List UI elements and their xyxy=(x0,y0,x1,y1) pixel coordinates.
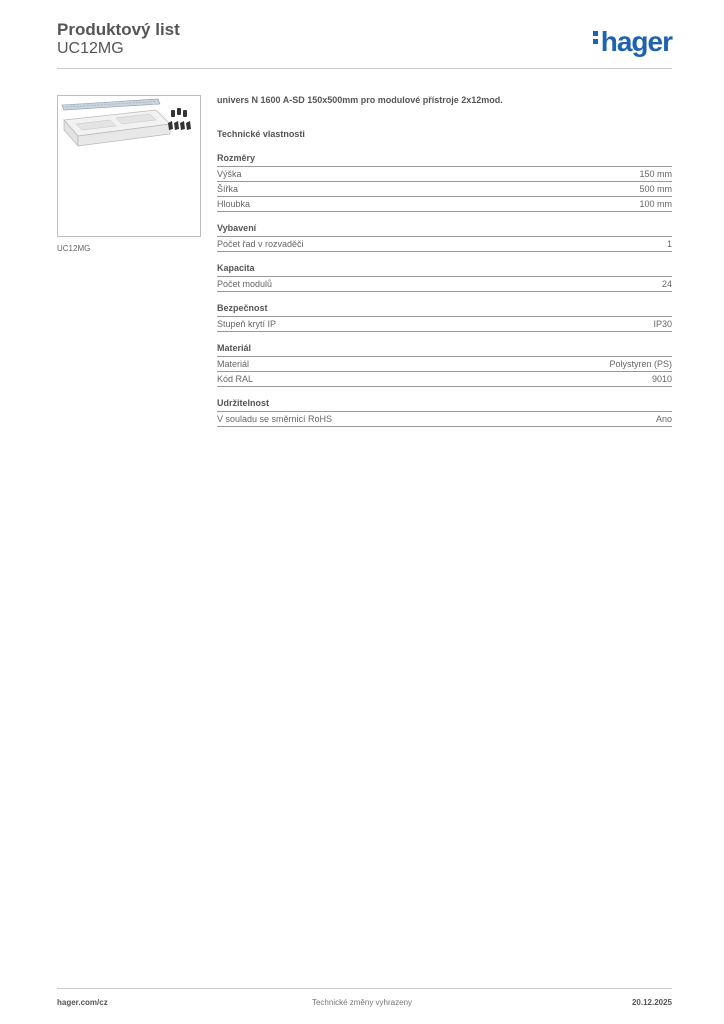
spec-row xyxy=(217,197,672,212)
product-image xyxy=(57,95,201,237)
spec-row xyxy=(217,317,672,332)
spec-section xyxy=(217,398,672,427)
spec-row xyxy=(217,167,672,182)
header-divider xyxy=(57,68,672,69)
spec-label: Počet řad v rozvaděči xyxy=(217,239,304,249)
section-title: Materiál xyxy=(217,343,672,357)
footer-date: 20.12.2025 xyxy=(631,998,672,1007)
spec-section xyxy=(217,343,672,387)
spec-value: Polystyren (PS) xyxy=(609,359,672,369)
spec-label: Kód RAL xyxy=(217,374,254,384)
spec-label: Šířka xyxy=(217,184,239,194)
spec-row xyxy=(217,412,672,427)
product-code: UC12MG xyxy=(57,40,124,57)
spec-label: Výška xyxy=(217,169,242,179)
spec-sections xyxy=(217,153,672,427)
section-title: Udržitelnost xyxy=(217,398,672,412)
spec-content xyxy=(217,95,672,438)
spec-value: 150 mm xyxy=(639,169,672,179)
section-title: Rozměry xyxy=(217,153,672,167)
footer-note: Technické změny vyhrazeny xyxy=(311,998,413,1007)
spec-label: Materiál xyxy=(217,359,250,369)
page-title: Produktový list xyxy=(57,20,180,39)
section-title: Vybavení xyxy=(217,223,672,237)
tech-properties-title: Technické vlastnosti xyxy=(217,129,305,139)
spec-value: 1 xyxy=(666,239,672,249)
footer-divider xyxy=(57,988,672,989)
spec-row xyxy=(217,237,672,252)
footer-website: hager.com/cz xyxy=(57,998,108,1007)
spec-row xyxy=(217,372,672,387)
spec-row xyxy=(217,182,672,197)
spec-section xyxy=(217,223,672,252)
spec-row xyxy=(217,277,672,292)
logo-text: hager xyxy=(600,26,672,57)
page-header xyxy=(57,20,672,70)
section-title: Bezpečnost xyxy=(217,303,672,317)
logo-dots-icon xyxy=(593,31,599,47)
section-title: Kapacita xyxy=(217,263,672,277)
spec-row xyxy=(217,357,672,372)
spec-value: Ano xyxy=(655,414,672,424)
spec-value: 500 mm xyxy=(639,184,672,194)
spec-label: V souladu se směrnicí RoHS xyxy=(217,414,333,424)
spec-value: 100 mm xyxy=(639,199,672,209)
spec-section xyxy=(217,263,672,292)
image-caption: UC12MG xyxy=(57,244,91,253)
spec-label: Počet modulů xyxy=(217,279,273,289)
spec-label: Stupeň krytí IP xyxy=(217,319,277,329)
spec-value: 9010 xyxy=(651,374,672,384)
spec-label: Hloubka xyxy=(217,199,251,209)
product-description: univers N 1600 A-SD 150x500mm pro modulové přístroje 2x12mod. xyxy=(217,95,503,105)
enclosure-product-image-icon xyxy=(58,96,200,236)
spec-value: 24 xyxy=(661,279,672,289)
spec-value: IP30 xyxy=(653,319,672,329)
hager-logo xyxy=(593,26,672,58)
spec-section xyxy=(217,153,672,212)
spec-section xyxy=(217,303,672,332)
